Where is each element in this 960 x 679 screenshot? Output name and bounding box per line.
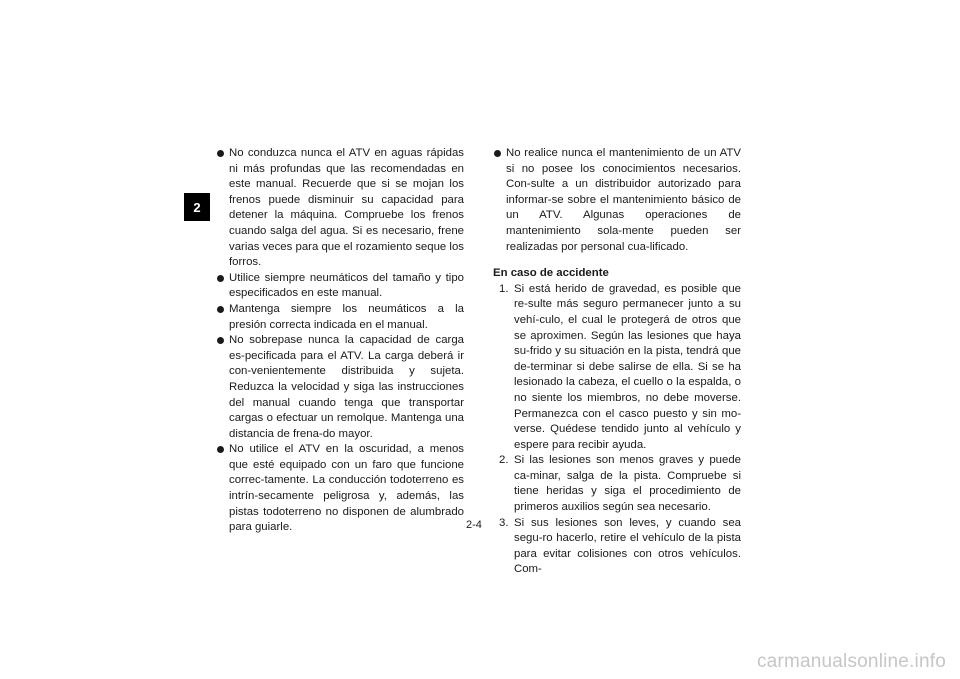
list-item: [216, 333, 464, 442]
numbered-step: [493, 516, 741, 578]
bullet-icon: [217, 275, 224, 282]
bullet-icon: [217, 150, 224, 157]
list-item: [216, 302, 464, 333]
watermark: carmanualsonline.info: [756, 651, 946, 672]
bullet-icon: [217, 446, 224, 453]
numbered-step: [493, 282, 741, 454]
bullet-text: No realice nunca el mantenimiento de un ATV si no posee los conocimientos necesarios. Con-sulte a un distribuidor autorizado para informar-se sobre el mantenimiento básico de un ATV. Algunas operaciones de mantenimiento sola-mente pueden ser realizadas por personal cua-lificado.: [506, 147, 741, 253]
numbered-step: [493, 453, 741, 515]
left-column: [216, 146, 464, 536]
step-text: Si las lesiones son menos graves y puede ca-minar, salga de la pista. Compruebe si tiene heridas y siga el procedimiento de primeros auxilios según sea necesario.: [514, 454, 741, 514]
right-bullet-list: [493, 146, 741, 255]
step-number: 3.: [499, 516, 509, 529]
bullet-icon: [217, 306, 224, 313]
step-number: 1.: [499, 282, 509, 295]
accident-steps-list: [493, 282, 741, 578]
bullet-text: No sobrepase nunca la capacidad de carga es-pecificada para el ATV. La carga deberá ir con-venientemente distribuida y sujeta. Reduzca la velocidad y siga las instrucciones del manual cuando tenga que transportar cargas o efectuar un remolque. Mantenga una distancia de frena-do mayor.: [229, 334, 464, 440]
chapter-tab: 2: [184, 193, 210, 221]
step-text: Si está herido de gravedad, es posible que re-sulte más seguro permanecer junto a su vehí-culo, el cual le protegerá de otros que se aproximen. Según las lesiones que haya su-frido y su situación en la pista, tendrá que de-terminar si debe salirse de ella. Si se ha lesionado la cabeza, el cuello o la espalda, o no siente los miembros, no debe moverse. Permanezca con el casco puesto y sin mo-verse. Quédese tendido junto al vehículo y espere para recibir ayuda.: [514, 282, 741, 451]
bullet-icon: [217, 337, 224, 344]
bullet-text: No utilice el ATV en la oscuridad, a menos que esté equipado con un faro que funcione correc-tamente. La conducción todoterreno es intrín-secamente peligrosa y, además, las pistas todoterreno no disponen de alumbrado para guiarle.: [229, 443, 464, 534]
right-column: [493, 146, 741, 578]
bullet-text: Mantenga siempre los neumáticos a la presión correcta indicada en el manual.: [229, 302, 464, 331]
left-bullet-list: [216, 146, 464, 536]
bullet-icon: [494, 150, 501, 157]
section-heading: En caso de accidente: [493, 267, 609, 280]
bullet-text: Utilice siempre neumáticos del tamaño y tipo especificados en este manual.: [229, 271, 464, 300]
page-number: 2-4: [466, 519, 482, 531]
list-item: [216, 146, 464, 271]
step-number: 2.: [499, 454, 509, 467]
bullet-text: No conduzca nunca el ATV en aguas rápidas ni más profundas que las recomendadas en este manual. Recuerde que si se mojan los frenos puede disminuir su capacidad para detener la máquina. Compruebe los frenos cuando salga del agua. Si es necesario, frene varias veces para que el rozamiento seque los forros.: [229, 147, 464, 269]
list-item: [493, 146, 741, 255]
list-item: [216, 442, 464, 536]
list-item: [216, 271, 464, 302]
step-text: Si sus lesiones son leves, y cuando sea segu-ro hacerlo, retire el vehículo de la pista para evitar colisiones con otros vehículos. Com-: [514, 516, 741, 576]
